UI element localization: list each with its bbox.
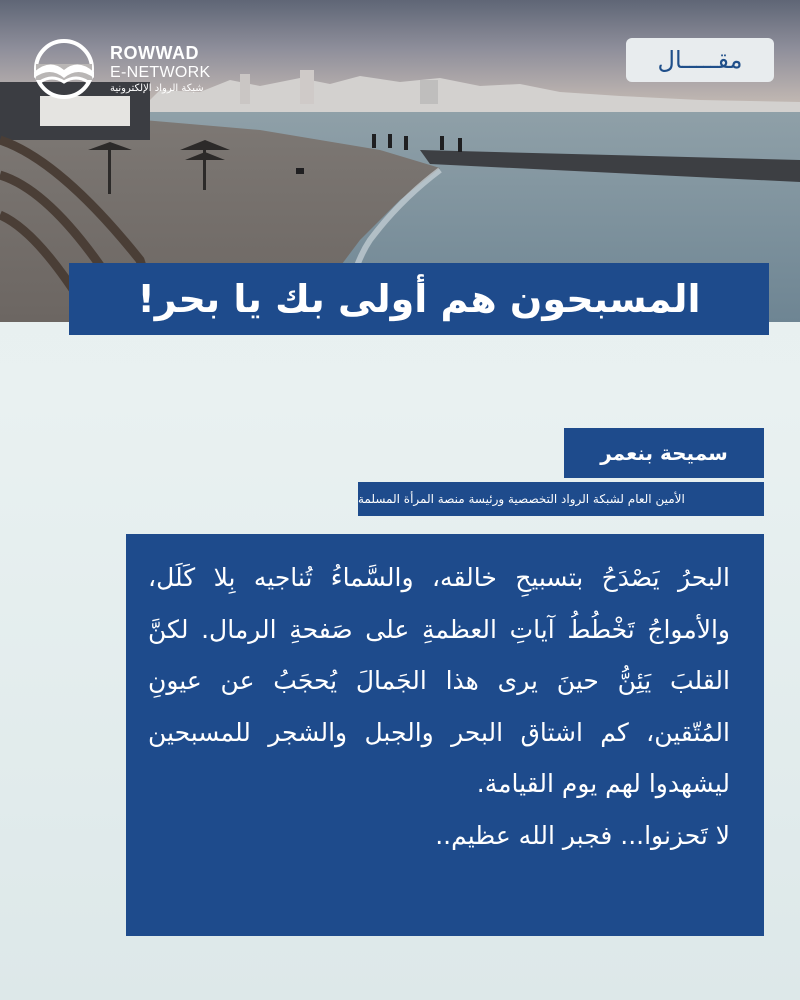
article-body <box>126 534 764 936</box>
category-badge: مقـــــال <box>626 38 774 82</box>
author-role: الأمين العام لشبكة الرواد التخصصية ورئيسة منصة المرأة المسلمة <box>358 482 764 516</box>
author-name: سميحة بنعمر <box>564 428 764 478</box>
article-paragraph: البحرُ يَصْدَحُ بتسبيحِ خالقه، والسَّماءُ تُناجيه بِلا كَلَل، والأمواجُ تَخْطُطُ آياتِ العظمةِ على صَفحةِ الرمال. لكنَّ القلبَ يَئِنُّ حينَ يرى هذا الجَمالَ يُحجَبُ عن عيونِ المُتّقين، كم اشتاق البحر والجبل والشجر للمسبحين ليشهدوا لهم يوم القيامة. <box>148 563 730 798</box>
brand-name: ROWWAD <box>110 43 199 63</box>
article-closing: لا تَحزنوا... فجبر الله عظيم.. <box>435 820 730 850</box>
open-book-logo-icon <box>26 34 102 104</box>
brand-subtitle: E-NETWORK <box>110 64 211 81</box>
brand-logo <box>26 34 246 104</box>
title-banner <box>69 263 769 335</box>
article-title: المسبحون هم أولى بك يا بحر! <box>137 277 701 321</box>
brand-arabic-name: شبكة الرواد الإلكترونية <box>110 83 204 94</box>
